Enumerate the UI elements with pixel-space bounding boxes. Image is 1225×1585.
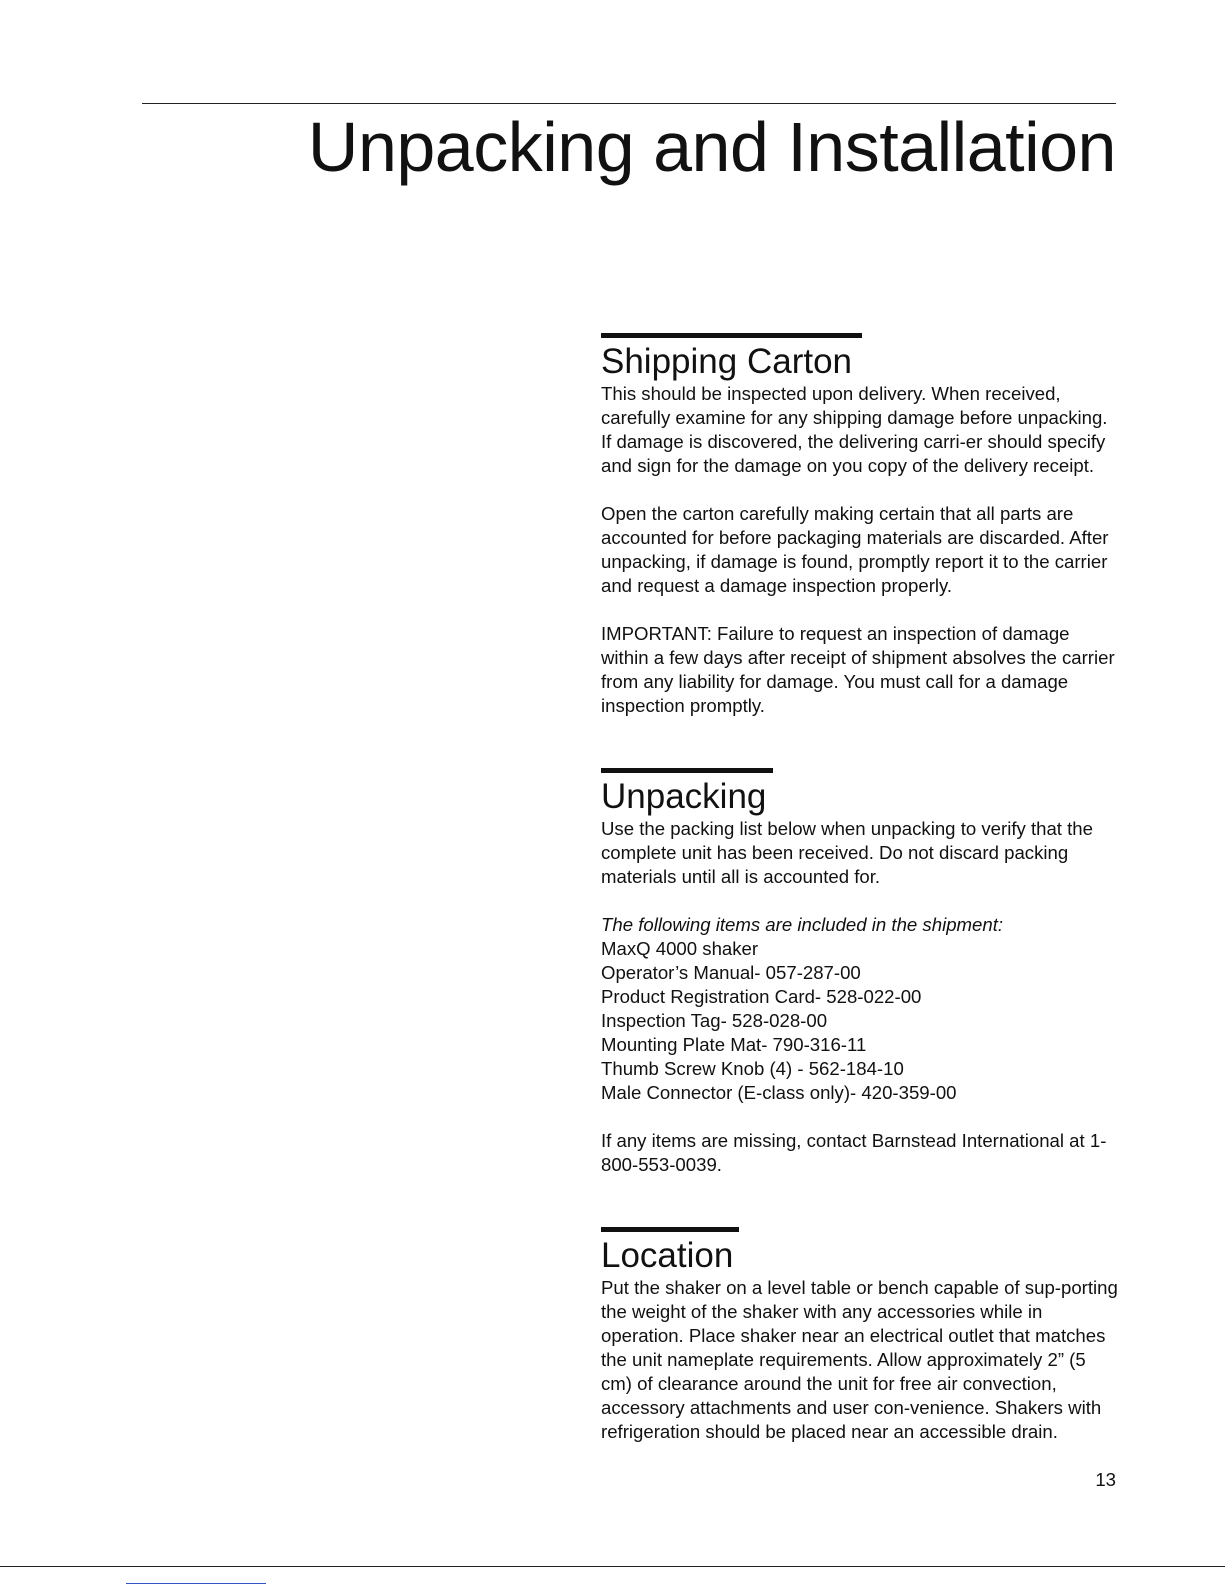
header-rule: [142, 103, 1116, 104]
list-item: Product Registration Card- 528-022-00: [601, 986, 922, 1007]
packing-list-heading: The following items are included in the shipment:: [601, 914, 1004, 935]
section-title-unpacking: Unpacking: [601, 777, 767, 816]
shipping-paragraph-inspection: This should be inspected upon delivery. When received, carefully examine for any shipping damage before unpacking. If damage is discovered, the delivering carri-er should specify and sign for the damage on you copy of the delivery receipt.: [601, 383, 1108, 476]
section-location: [601, 1227, 1121, 1444]
section-bar: [601, 1227, 739, 1232]
packing-list: [601, 937, 1121, 1105]
shipping-paragraph-important: IMPORTANT: Failure to request an inspection of damage within a few days after receipt of shipment absolves the carrier from any liability for damage. You must call for a damage inspection promptly.: [601, 623, 1115, 716]
location-paragraph: Put the shaker on a level table or bench capable of sup-porting the weight of the shaker with any accessories while in operation. Place shaker near an electrical outlet that matches the unit nameplate requirements. Allow approximately 2” (5 cm) of clearance around the unit for free air convection, accessory attachments and user con-venience. Shakers with refrigeration should be placed near an accessible drain.: [601, 1277, 1118, 1442]
main-content: [601, 333, 1121, 1494]
list-item: Thumb Screw Knob (4) - 562-184-10: [601, 1058, 904, 1079]
unpacking-intro: Use the packing list below when unpacking to verify that the complete unit has been received. Do not discard packing materials until all is accounted for.: [601, 818, 1093, 887]
section-bar: [601, 333, 862, 338]
footer-link-underline: [126, 1583, 266, 1584]
list-item: Male Connector (E-class only)- 420-359-00: [601, 1082, 957, 1103]
list-item: MaxQ 4000 shaker: [601, 938, 759, 959]
list-item: Mounting Plate Mat- 790-316-11: [601, 1034, 867, 1055]
section-unpacking: [601, 768, 1121, 1177]
missing-items-note: If any items are missing, contact Barnstead International at 1-800-553-0039.: [601, 1130, 1107, 1175]
section-title-shipping-carton: Shipping Carton: [601, 342, 852, 381]
section-bar: [601, 768, 773, 773]
section-shipping-carton: [601, 333, 1121, 718]
list-item: Operator’s Manual- 057-287-00: [601, 962, 861, 983]
footer-rule: [0, 1566, 1225, 1567]
section-title-location: Location: [601, 1236, 734, 1275]
shipping-paragraph-open-carton: Open the carton carefully making certain that all parts are accounted for before packaging materials are discarded. After unpacking, if damage is found, promptly report it to the carrier and request a damage inspection properly.: [601, 503, 1109, 596]
page-title: Unpacking and Installation: [307, 108, 1116, 186]
list-item: Inspection Tag- 528-028-00: [601, 1010, 828, 1031]
page-number: 13: [1095, 1469, 1116, 1490]
